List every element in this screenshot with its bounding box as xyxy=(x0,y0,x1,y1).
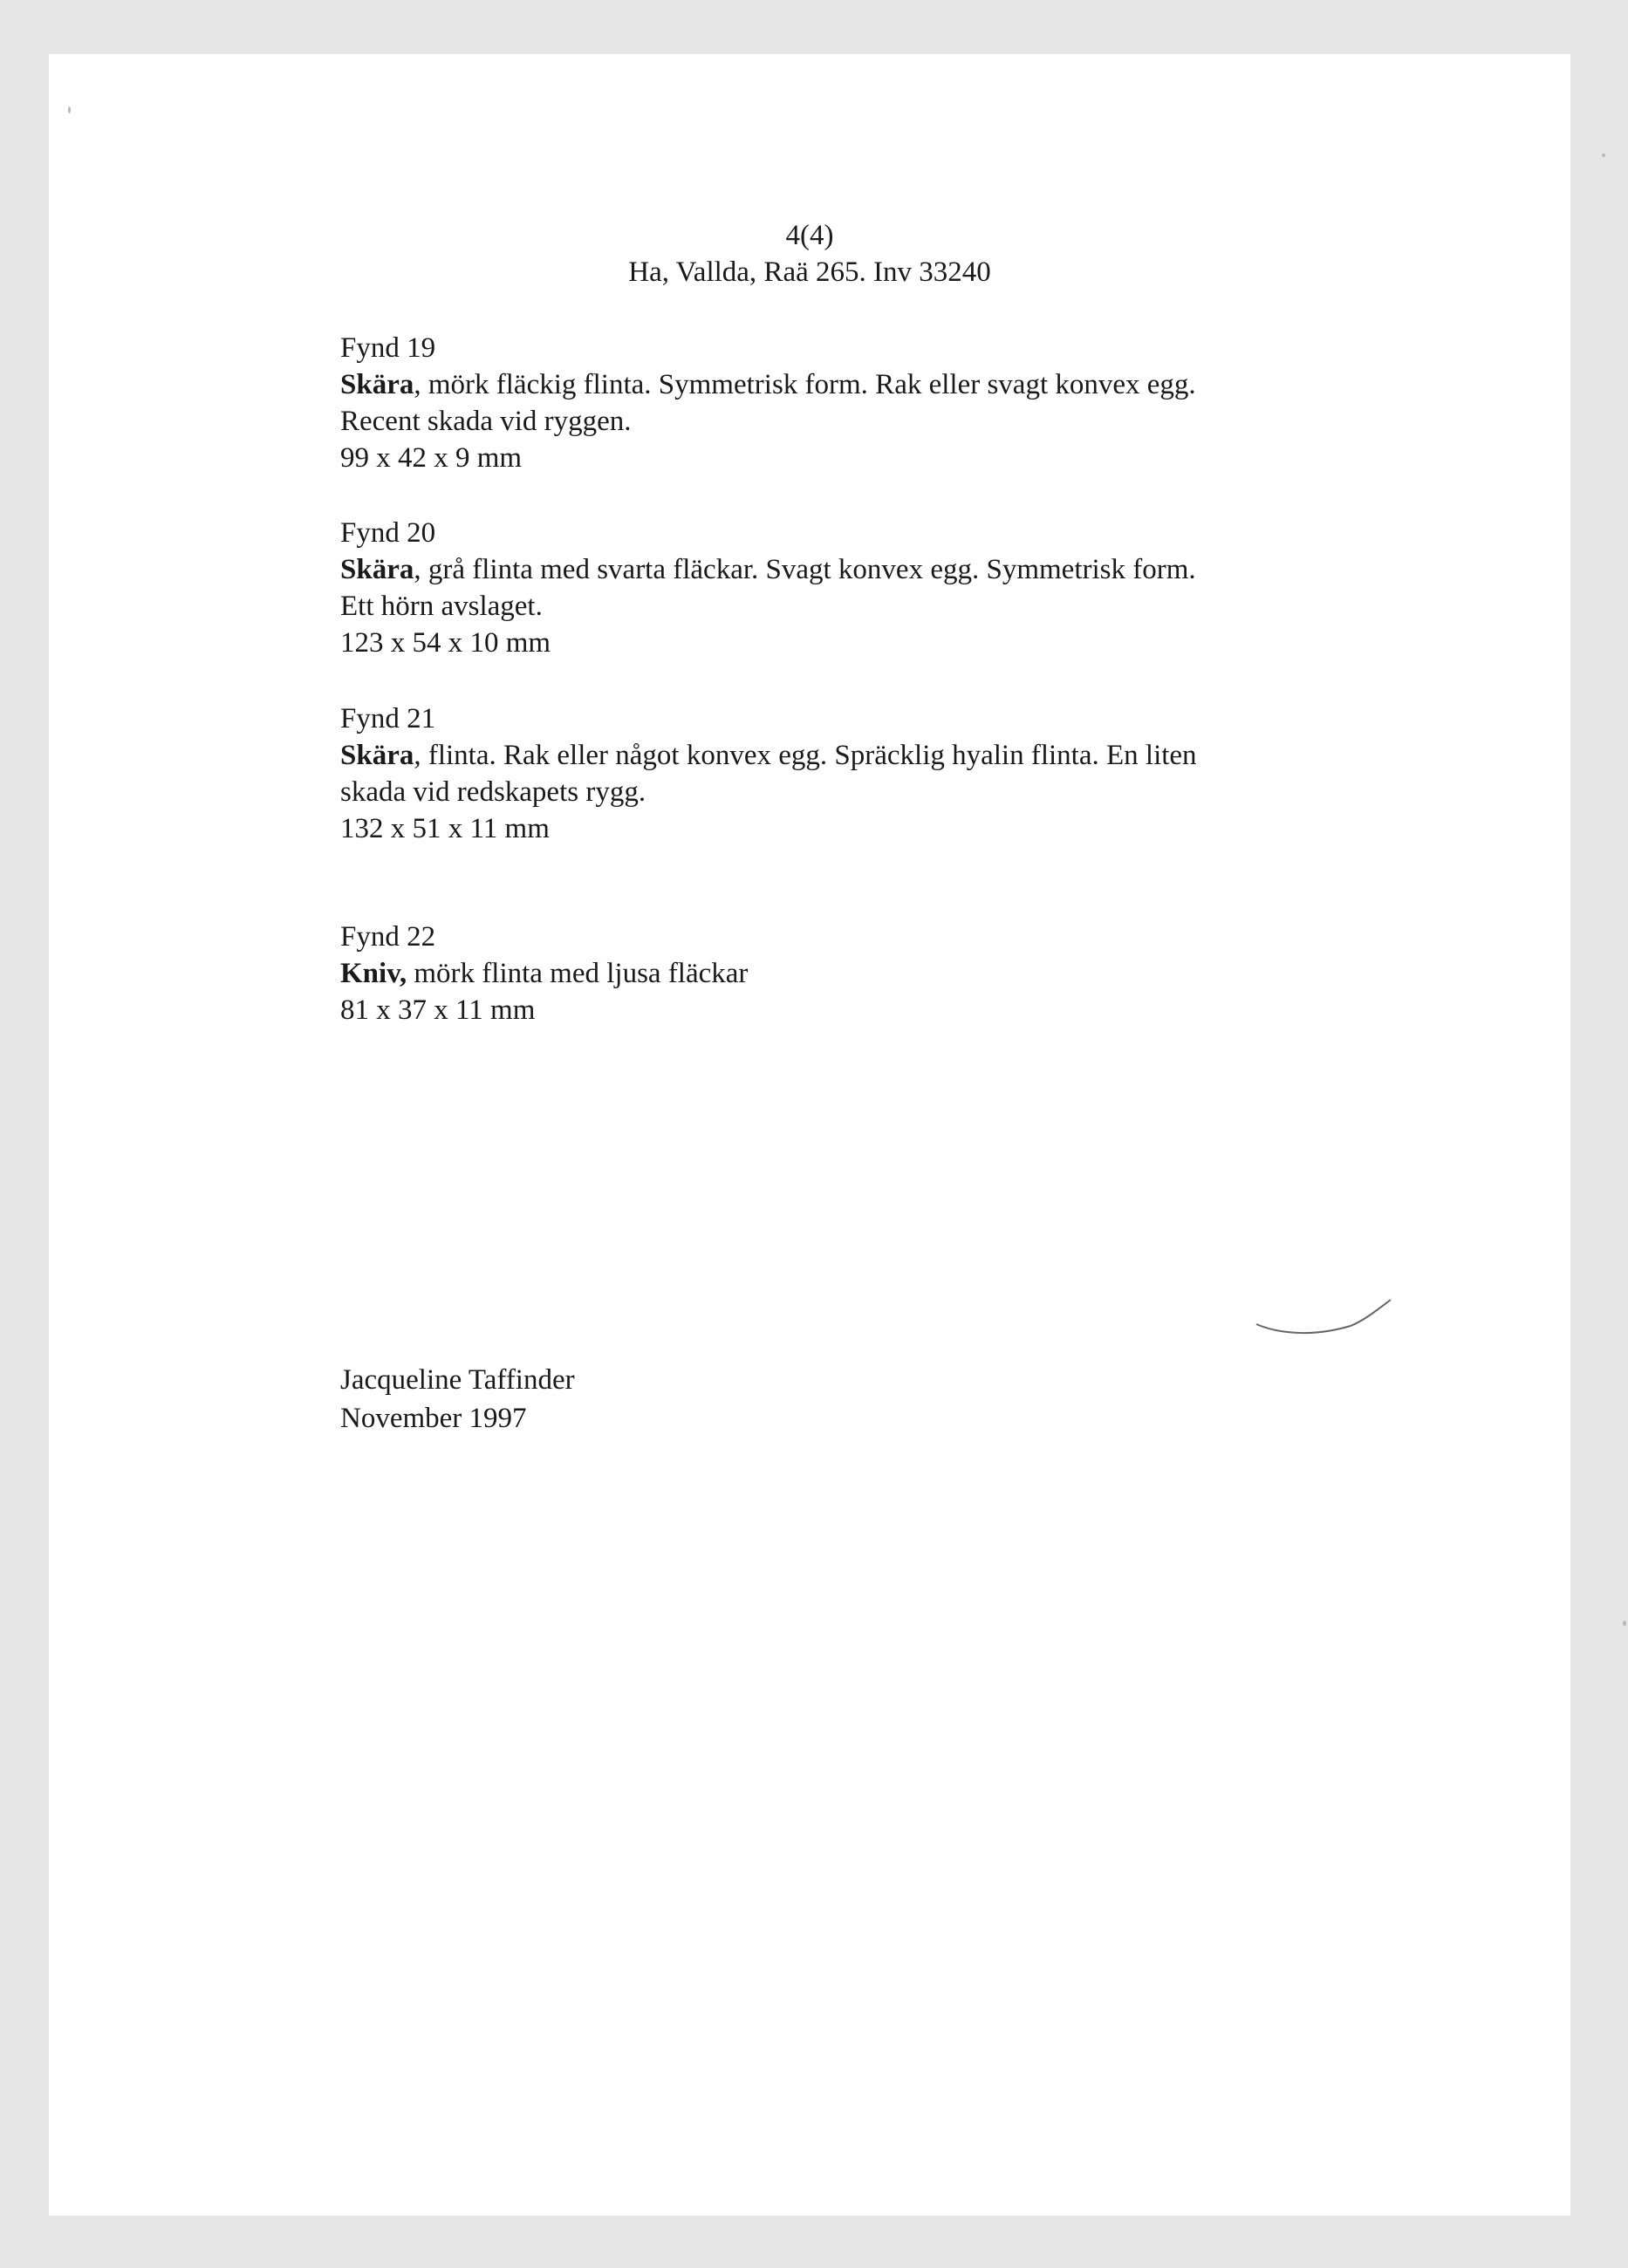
find-description-text: , grå flinta med svarta fläckar. Svagt konvex egg. Symmetrisk form. xyxy=(414,554,1196,585)
document-page xyxy=(49,54,1570,2216)
find-description xyxy=(340,737,1387,774)
signature-stroke xyxy=(1255,1291,1394,1343)
find-description xyxy=(340,551,1387,588)
document-title: Ha, Vallda, Raä 265. Inv 33240 xyxy=(628,256,991,288)
find-name: Skära xyxy=(340,740,414,771)
find-entry xyxy=(340,330,1387,476)
scan-speck xyxy=(1602,154,1605,157)
find-description-continued: Recent skada vid ryggen. xyxy=(340,406,632,437)
find-description-text: mörk flinta med ljusa fläckar xyxy=(407,958,749,989)
page-number: 4(4) xyxy=(785,220,834,251)
author-name: Jacqueline Taffinder xyxy=(340,1364,575,1396)
find-name: Skära xyxy=(340,369,414,400)
find-entry xyxy=(340,700,1387,847)
scan-speck xyxy=(1623,1621,1626,1626)
find-description-continued: skada vid redskapets rygg. xyxy=(340,776,646,808)
find-description-continued: Ett hörn avslaget. xyxy=(340,591,543,622)
find-label: Fynd 19 xyxy=(340,332,436,364)
find-entry xyxy=(340,919,1387,1028)
signature-block xyxy=(340,1361,575,1438)
find-label: Fynd 20 xyxy=(340,517,436,549)
find-description xyxy=(340,955,1387,992)
find-description-text: , flinta. Rak eller något konvex egg. Spräcklig hyalin flinta. En liten xyxy=(414,740,1197,771)
find-measurements: 99 x 42 x 9 mm xyxy=(340,442,523,474)
find-label: Fynd 21 xyxy=(340,703,436,734)
find-measurements: 123 x 54 x 10 mm xyxy=(340,627,551,659)
find-entry xyxy=(340,515,1387,661)
signature-date: November 1997 xyxy=(340,1403,527,1434)
find-name: Skära xyxy=(340,554,414,585)
find-description xyxy=(340,366,1387,403)
find-measurements: 81 x 37 x 11 mm xyxy=(340,994,536,1026)
find-name: Kniv, xyxy=(340,958,407,989)
find-description-text: , mörk fläckig flinta. Symmetrisk form. Rak eller svagt konvex egg. xyxy=(414,369,1196,400)
find-measurements: 132 x 51 x 11 mm xyxy=(340,813,550,844)
scan-speck xyxy=(68,106,71,113)
find-label: Fynd 22 xyxy=(340,921,436,953)
